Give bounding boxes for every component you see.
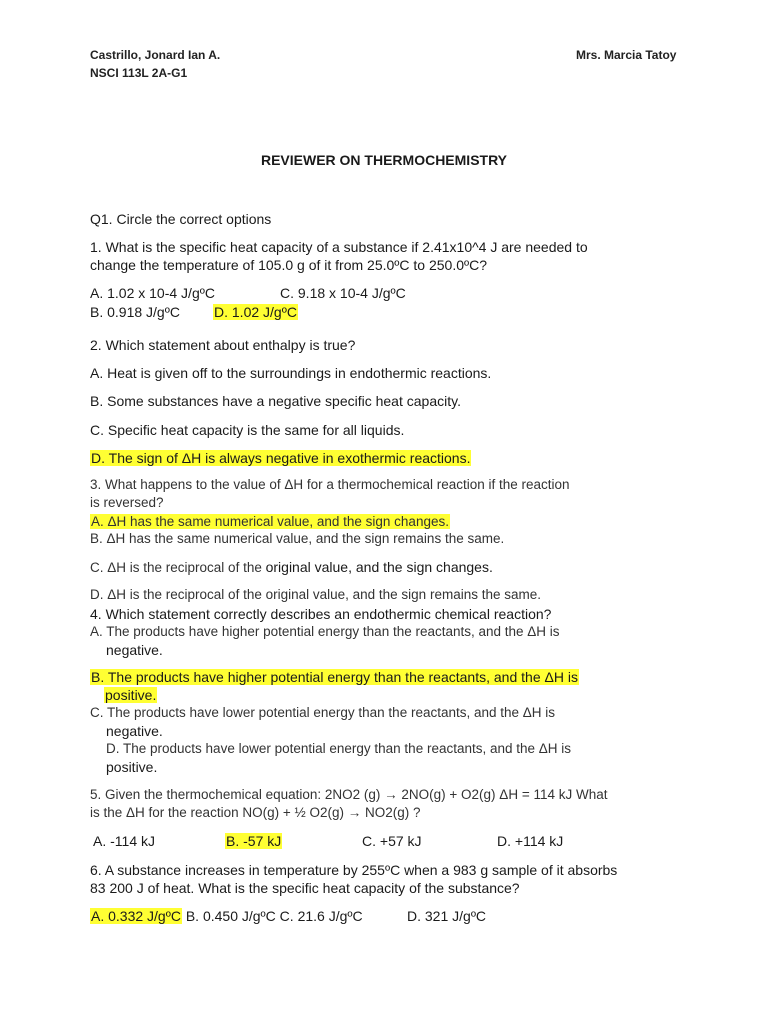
q4-option-d-line2: positive.: [106, 759, 158, 775]
q6-option-d: D. 321 J/gºC: [407, 908, 487, 924]
q2-option-c: C. Specific heat capacity is the same for all liquids.: [90, 422, 405, 438]
q1-option-d-answer: [213, 303, 298, 321]
q3-option-b: B. ΔH has the same numerical value, and the sign remains the same.: [90, 531, 505, 546]
q5-text-line2: is the ΔH for the reaction NO(g) + ½ O2(g) → NO2(g) ?: [90, 805, 421, 820]
q6-options-row: [90, 907, 363, 925]
q3-text-line2: is reversed?: [90, 495, 164, 510]
answer-highlight: D. The sign of ΔH is always negative in exothermic reactions.: [91, 450, 471, 466]
page-title: REVIEWER ON THERMOCHEMISTRY: [260, 152, 508, 168]
answer-highlight: B. The products have higher potential energy than the reactants, and the ΔH is: [91, 669, 578, 685]
answer-highlight: A. 0.332 J/gºC: [91, 908, 181, 924]
q5-option-c: C. +57 kJ: [362, 833, 422, 849]
q5-option-b-answer: [225, 832, 282, 850]
answer-highlight: A. ΔH has the same numerical value, and the sign changes.: [91, 514, 449, 529]
q4-option-b-answer-line1: [90, 668, 579, 686]
answer-highlight: D. 1.02 J/gºC: [214, 304, 297, 320]
q4-option-c-line2: negative.: [106, 723, 163, 739]
q2-question: 2. Which statement about enthalpy is true?: [90, 337, 356, 353]
q4-option-a-line2: negative.: [106, 642, 163, 658]
q6-option-b-c: B. 0.450 J/gºC C. 21.6 J/gºC: [181, 908, 363, 924]
q2-option-a: A. Heat is given off to the surroundings in endothermic reactions.: [90, 365, 492, 381]
q1-text-line1: 1. What is the specific heat capacity of a substance if 2.41x10^4 J are needed to: [90, 239, 588, 255]
q6-text-line2: 83 200 J of heat. What is the specific heat capacity of the substance?: [90, 880, 520, 896]
q1-option-c: C. 9.18 x 10-4 J/gºC: [280, 285, 406, 301]
teacher-name: Mrs. Marcia Tatoy: [576, 48, 677, 62]
q3-option-a-answer: [90, 513, 450, 531]
q3-option-c: [90, 558, 493, 577]
q3-option-c-end: original value, and the sign changes.: [265, 559, 493, 575]
answer-highlight: positive.: [105, 687, 157, 703]
q3-option-c-start: C. ΔH is the reciprocal of the: [90, 560, 266, 575]
answer-highlight: B. -57 kJ: [226, 833, 282, 849]
q4-option-a-line1: A. The products have higher potential energy than the reactants, and the ΔH is: [90, 624, 560, 639]
q2-option-d-answer: [90, 449, 471, 467]
q1-text-line2: change the temperature of 105.0 g of it from 25.0ºC to 250.0ºC?: [90, 257, 488, 273]
q5-option-a: A. -114 kJ: [93, 833, 155, 849]
q1-option-b: B. 0.918 J/gºC: [90, 304, 180, 320]
q1-option-a: A. 1.02 x 10-4 J/gºC: [90, 285, 215, 301]
q5-text-line1: 5. Given the thermochemical equation: 2NO2 (g) → 2NO(g) + O2(g) ΔH = 114 kJ What: [90, 787, 608, 802]
q6-text-line1: 6. A substance increases in temperature by 255ºC when a 983 g sample of it absorbs: [90, 862, 618, 878]
course-section: NSCI 113L 2A-G1: [90, 66, 188, 80]
q5-option-d: D. +114 kJ: [497, 833, 564, 849]
q4-option-b-answer-line2: [104, 686, 157, 704]
q2-option-b: B. Some substances have a negative specific heat capacity.: [90, 393, 461, 409]
q4-option-c-line1: C. The products have lower potential energy than the reactants, and the ΔH is: [90, 705, 556, 720]
q4-option-d-line1: D. The products have lower potential energy than the reactants, and the ΔH is: [106, 741, 572, 756]
q3-option-d: D. ΔH is the reciprocal of the original value, and the sign remains the same.: [90, 587, 541, 602]
q4-question: 4. Which statement correctly describes an endothermic chemical reaction?: [90, 606, 552, 622]
student-name: Castrillo, Jonard Ian A.: [90, 48, 221, 62]
instruction: Q1. Circle the correct options: [90, 211, 272, 227]
q3-text-line1: 3. What happens to the value of ΔH for a thermochemical reaction if the reaction: [90, 477, 570, 492]
